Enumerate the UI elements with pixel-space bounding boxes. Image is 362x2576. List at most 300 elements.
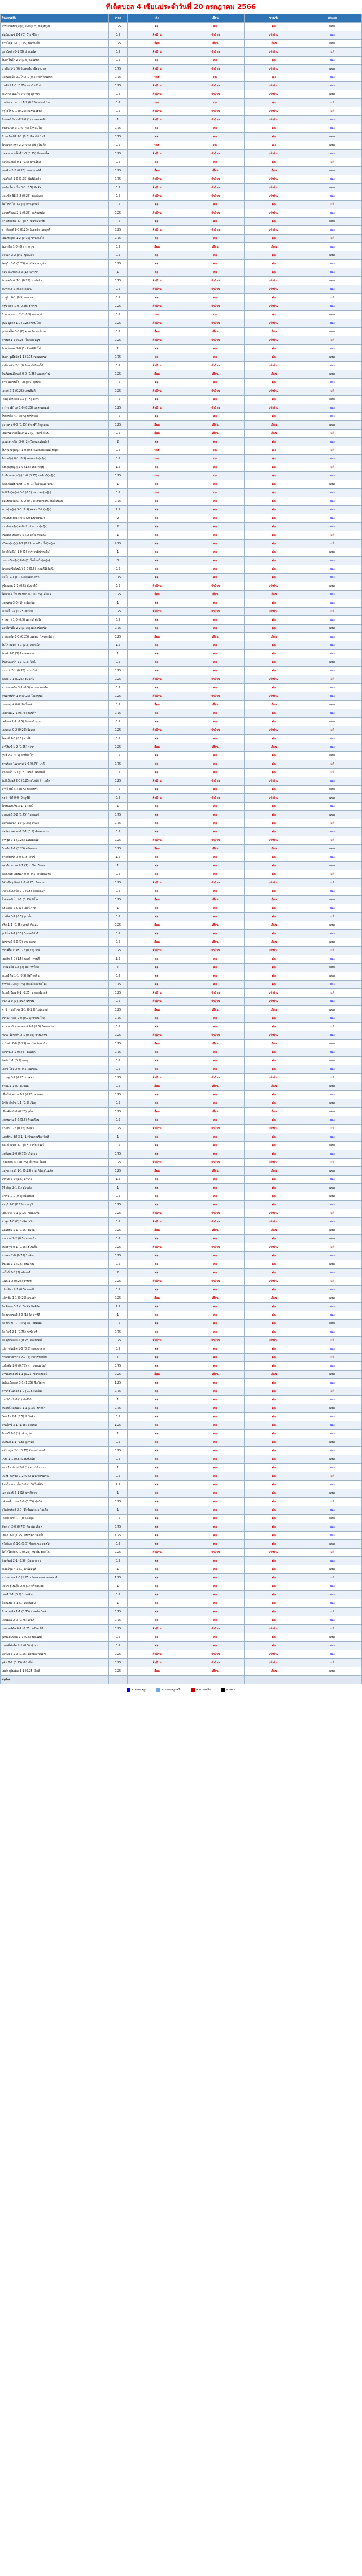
table-row xyxy=(1,218,362,226)
match-cell[interactable]: แนชวิลล์ 1-0 (0.75) มินนิโซต้า xyxy=(1,175,109,184)
price-cell: 0.5 xyxy=(108,430,127,438)
match-cell[interactable]: พานาธิไนกอส 1-0 (0.75) เออีเค xyxy=(1,1387,109,1396)
match-cell[interactable]: เบซิกตัส 2-0 (0.75) ทราบซอนสปอร์ xyxy=(1,1362,109,1371)
price-cell: 0.25 xyxy=(108,1040,127,1048)
tip-cell: ต่อ xyxy=(245,1447,303,1455)
match-cell[interactable]: อินดิเพนเดียนเต้ 0-0 (0.25) เบลกราโน่ xyxy=(1,370,109,379)
result-cell: เสมอ xyxy=(303,353,362,362)
tip-cell: ต่อ xyxy=(186,565,245,574)
match-cell[interactable]: อัล ชาบับ 1-1 (0.5) อัล เอตติฟัค xyxy=(1,1320,109,1328)
price-cell: 0.25 xyxy=(108,1125,127,1133)
price-cell: 2.25 xyxy=(108,540,127,548)
match-cell[interactable]: ครูซ อซูล 1-0 (0.25) ฮัวเรซ xyxy=(1,302,109,311)
match-cell[interactable]: พีเอสวี 2-0 (1) เฟเยนูร์ด xyxy=(1,1430,109,1438)
match-cell[interactable]: โคลอมเบีย(หญิง) 2-0 (0.5) เกาหลีใต้(หญิง) xyxy=(1,565,109,574)
tip-cell: ต่อ xyxy=(186,1362,245,1371)
tip-cell: เจ้าบ้าน xyxy=(127,48,186,57)
match-cell[interactable]: เหอหนาน 2-0 (0.5) ต้าเหลียน xyxy=(1,1116,109,1125)
table-row xyxy=(1,438,362,446)
match-cell[interactable]: นอร์ดแยลแลนด์ 2-1 (0.5) ซิลเคบอร์ก xyxy=(1,828,109,836)
match-cell[interactable]: ชลบุรี 2-0 (0.75) ราชบุรี xyxy=(1,1201,109,1209)
match-cell[interactable]: ท็อตแน่ม 3-1 (1) เวสต์แฮม xyxy=(1,1599,109,1608)
tip-cell: ต่อ xyxy=(245,1057,303,1065)
match-cell[interactable]: โอลิมเปียกอส 3-1 (1.25) พีเอโอเค xyxy=(1,1379,109,1387)
tip-cell: เจ้าบ้าน xyxy=(186,1659,245,1667)
table-row xyxy=(1,913,362,921)
match-cell[interactable]: วาสโก ดา กามา 1-2 (0.25) เซาเปาโล xyxy=(1,99,109,107)
match-cell[interactable]: อาแจ็กซ์ 3-1 (1.25) อาแซด xyxy=(1,1421,109,1430)
table-row xyxy=(1,175,362,184)
tip-cell: เยือน xyxy=(245,633,303,641)
match-cell[interactable]: เซลติก 3-0 (1.5) รอสส์ เคาน์ตี้ xyxy=(1,955,109,964)
table-row xyxy=(1,506,362,514)
match-cell[interactable]: ฮาล์มสตัด 1-3 (0.25) บรอมมาโพจการ์น่า xyxy=(1,633,109,641)
match-cell[interactable]: ยัง บอยส์ 2-0 (1) เซอร์เวตต์ xyxy=(1,904,109,913)
match-cell[interactable]: เกรมิโอ้ 1-0 (0.25) บรากันติโน่ xyxy=(1,82,109,90)
match-cell[interactable]: นครปฐม 1-1 (0.25) ตราด xyxy=(1,1226,109,1235)
match-cell[interactable]: โมนเตร์เรย์ 1-1 (0.75) มาซัตลัน xyxy=(1,277,109,285)
match-cell[interactable]: ราซิ่ง คลับ 2-1 (0.5) ซาร์เมียนโต้ xyxy=(1,362,109,370)
match-cell[interactable]: อุทัยธานี 0-1 (0.25) ยูไนเต็ด xyxy=(1,1243,109,1252)
match-cell[interactable]: แมคอาเธอร์ 1-1 (0.25) เวสเทิร์น ยูไนเต็ด xyxy=(1,1167,109,1176)
match-cell[interactable]: เวลลิงตัน 0-1 (0.25) เซ็นทรัล โคสต์ xyxy=(1,1159,109,1167)
price-cell: 0.5 xyxy=(108,192,127,201)
result-cell: ชนะ xyxy=(303,1430,362,1438)
match-cell[interactable]: โบฮีเมียนส์ 2-0 (0.25) สไลโก้ โรเวอร์ส xyxy=(1,777,109,786)
tip-cell: เจ้าบ้าน xyxy=(186,1074,245,1082)
match-cell[interactable]: ริเวอร์เพลท 2-0 (1) อินสติติวโต้ xyxy=(1,345,109,353)
match-cell[interactable]: เซนต์หลุยส์ 1-2 (0.75) ซานดิเอโก xyxy=(1,235,109,243)
match-cell[interactable]: บาซัคเซเฮียร์ 1-1 (0.25) ซีวาสสปอร์ xyxy=(1,1371,109,1379)
result-cell: ชนะ xyxy=(303,777,362,786)
match-cell[interactable]: ออสติน 2-2 (0.25) แอลเอเอฟซี xyxy=(1,167,109,175)
match-cell[interactable]: แอลเอ แกแล็กซี่ 1-0 (0.25) ซีแอตเติ้ล xyxy=(1,150,109,158)
match-cell[interactable]: เรด สตาร์ 2-1 (1) พาร์ติซาน xyxy=(1,1489,109,1498)
win-swatch-icon xyxy=(127,1688,130,1692)
match-cell[interactable]: โพฮัง 1-1 (0.5) แทกู xyxy=(1,1057,109,1065)
table-row xyxy=(1,99,362,107)
match-cell[interactable]: ซูวอน 1-1 (0) คังวอน xyxy=(1,1082,109,1091)
match-cell[interactable]: วีบอร์ก 1-1 (0.25) ฮวิดอฟเร xyxy=(1,845,109,853)
result-cell: ชนะ xyxy=(303,285,362,294)
result-cell: แพ้ xyxy=(303,1354,362,1362)
match-cell[interactable]: บีจี ปทุม 2-1 (1) สุโขทัย xyxy=(1,1184,109,1192)
result-cell: ชนะ xyxy=(303,1014,362,1023)
match-cell[interactable]: โบโด กลิมท์ 4-1 (1.5) สตาเบ็ค xyxy=(1,641,109,650)
tip-cell: ต่อ xyxy=(186,1404,245,1413)
tip-cell: ต่อ xyxy=(127,1057,186,1065)
match-cell[interactable]: เชลซี 2-1 (0.5) ไบรท์ตัน xyxy=(1,1591,109,1599)
tip-cell: ต่อ xyxy=(186,1574,245,1582)
match-cell[interactable]: โลซานน์ 0-0 (0) ยาง-ฮลาด xyxy=(1,938,109,947)
match-cell[interactable]: ฉางชุน 1-2 (0.25) ชิงเต่า xyxy=(1,1125,109,1133)
match-cell[interactable]: แมนฯ ยูไนเต็ด 2-0 (1) วีเร็กซ์แฮม xyxy=(1,1582,109,1591)
tip-cell: ต่อ xyxy=(127,1591,186,1599)
match-cell[interactable]: สตวร์ม กราซ 2-1 (1) ราปิด เวียนนา xyxy=(1,862,109,870)
match-cell[interactable]: จีน(หญิง) 0-1 (0.5) เดนมาร์ก(หญิง) xyxy=(1,455,109,463)
tip-cell: เยือน xyxy=(245,370,303,379)
match-cell[interactable]: นาโงย่า 0-0 (0.25) เซเรโซ โอซาก้า xyxy=(1,1040,109,1048)
tip-cell: เยือน xyxy=(245,591,303,599)
match-cell[interactable]: เปอร์เซโปลิส 1-0 (0.5) เอสเตกลาล xyxy=(1,1345,109,1354)
match-cell[interactable]: ท่าเรือ 1-1 (0.5) เมืองทอง xyxy=(1,1192,109,1201)
match-cell[interactable]: อังกฤษ(หญิง) 1-0 (1.5) เฮติ(หญิง) xyxy=(1,463,109,472)
match-cell[interactable]: เรนเจอร์ส 2-1 (1) คิลมาร์น็อค xyxy=(1,964,109,972)
match-cell[interactable]: มัลโม่ 2-1 (0.75) เอลฟ์สบอร์ก xyxy=(1,574,109,582)
match-cell[interactable]: นิวซีแลนด์(หญิง) 1-0 (0.25) นอร์เวย์(หญิง) xyxy=(1,472,109,480)
table-row xyxy=(1,1413,362,1421)
match-cell[interactable]: อัล ฮิลาล 3-1 (1.5) อัล อิตติฮัด xyxy=(1,1303,109,1311)
match-cell[interactable]: ฮิเบอร์เนียน 0-1 (0.25) มาเธอร์เวลล์ xyxy=(1,989,109,998)
match-cell[interactable]: เอฟซีเอสบี 1-1 (0.5) คลูจ xyxy=(1,1515,109,1523)
match-cell[interactable]: อเมริกา มิเนโร่ 0-0 (0) คูยาบา xyxy=(1,90,109,99)
match-cell[interactable]: แคนซัส ซิตี้ 3-2 (0.25) ซอลท์เลค xyxy=(1,192,109,201)
price-cell: 0.5 xyxy=(108,489,127,497)
match-cell[interactable]: สเปน(หญิง) 3-0 (2.5) คอสตาริก้า(หญิง) xyxy=(1,506,109,514)
table-row xyxy=(1,446,362,455)
match-cell[interactable]: บาเอีย 1-1 (0) อินเตอร์นาซิอองนาล xyxy=(1,65,109,73)
match-cell[interactable]: ซาลซ์บวร์ก 3-0 (1.5) ลินซ์ xyxy=(1,853,109,862)
price-cell: 0.75 xyxy=(108,1447,127,1455)
match-cell[interactable]: กราสฮ็อปเปอร์ 1-2 (0.25) ยังส์ xyxy=(1,947,109,955)
match-cell[interactable]: อัล นาสเซอร์ 2-0 (1) อัล อาห์ลี xyxy=(1,1311,109,1320)
price-cell: 0.75 xyxy=(108,353,127,362)
result-cell: แพ้ xyxy=(303,836,362,845)
match-cell[interactable]: ชามร็อค โรเวอร์ส 1-0 (0.75) บาลี่ xyxy=(1,760,109,769)
result-cell: เสมอ xyxy=(303,1226,362,1235)
match-cell[interactable]: คลับ บรูช 2-1 (0.75) อันเดอร์เลชท์ xyxy=(1,1447,109,1455)
match-cell[interactable]: โคเปนเฮเก้น 3-1 (1) ลิงบี้ xyxy=(1,803,109,811)
tip-cell: ต่อ xyxy=(186,819,245,828)
match-cell[interactable]: สลาเวีย ปราก 2-0 (1) สปาร์ต้า ปราก xyxy=(1,1464,109,1472)
match-cell[interactable]: บีดับเบิ้ลยู ลินซ์ 1-2 (0.25) อัลทาช xyxy=(1,879,109,887)
match-cell[interactable]: ดันดอล์ก 0-1 (0.5) เซนต์ แพทริคส์ xyxy=(1,769,109,777)
match-cell[interactable]: ลูตัน 0-2 (0.25) เบิร์นลี่ย์ xyxy=(1,1659,109,1667)
tip-cell: เจ้าบ้าน xyxy=(245,1209,303,1218)
match-cell[interactable]: ซาน ลอเรนโซ่ 1-0 (0.5) ยูเนียน xyxy=(1,379,109,387)
match-cell[interactable]: ฝรั่งเศส(หญิง) 0-0 (1) จาไมก้า(หญิง) xyxy=(1,531,109,540)
tip-cell: เจ้าบ้าน xyxy=(245,794,303,803)
match-cell[interactable]: คอร์ก ซิตี้ 0-0 (0) ยูซีดี xyxy=(1,794,109,803)
match-cell[interactable]: เมลเบิร์น ซิตี้ 3-1 (1) นิวคาสเซิล เจ็ตส์ xyxy=(1,1133,109,1142)
match-cell[interactable]: ทเวนเต้ 1-1 (0.5) อูเทรคต์ xyxy=(1,1438,109,1447)
match-cell[interactable]: ชัคตาร์ 2-0 (0.75) ดินาโม เคียฟ xyxy=(1,1523,109,1532)
match-cell[interactable]: ลูเซิร์น 2-1 (0.5) วินเทอร์ทัวร์ xyxy=(1,930,109,938)
tip-cell: เจ้าบ้าน xyxy=(245,362,303,370)
match-cell[interactable]: ไอเอฟเค โกเธนเบิร์ก 0-1 (0.25) เอไอเค xyxy=(1,591,109,599)
tip-cell: ต่อ xyxy=(245,251,303,260)
match-cell[interactable]: ลาเนส 1-2 (0.25) โกดอย ครูซ xyxy=(1,336,109,345)
match-cell[interactable]: พอร์ตแลนด์ 0-1 (0.5) ซานโฮเซ่ xyxy=(1,158,109,167)
match-cell[interactable]: ฮุสตัน ไดนาโม 0-0 (0.5) ดัลลัส xyxy=(1,184,109,192)
match-cell[interactable]: ฮานอย 2-0 (0.75) ไฮฟอง xyxy=(1,1252,109,1260)
match-cell[interactable]: โมเรเลีย 1-0 (0) เวราครูซ xyxy=(1,243,109,251)
match-cell[interactable]: เลเกีย วอร์ซอ 1-2 (0.5) เลค พอซนาน xyxy=(1,1472,109,1481)
tip-cell: เจ้าบ้าน xyxy=(186,192,245,201)
match-cell[interactable]: คาชิว่า เรย์โซล 1-1 (0.25) โยโกฮาม่า xyxy=(1,1006,109,1014)
match-cell[interactable]: แอดิเลด 2-0 (0.75) บริสเบน xyxy=(1,1150,109,1159)
price-cell: 1 xyxy=(108,599,127,608)
tip-cell: เยือน xyxy=(245,938,303,947)
match-cell[interactable]: โลโคโมทีฟ 0-1 (0.25) ดินาโม มอสโก xyxy=(1,1549,109,1557)
match-cell[interactable]: บราซิล(หญิง) 4-0 (2) ปานามา(หญิง) xyxy=(1,523,109,531)
match-cell[interactable]: ซาร์ปสบอร์ก 3-1 (0.5) ซานเดฟยอร์ด xyxy=(1,684,109,692)
match-cell[interactable]: อาร์ฮุส 0-1 (0.25) แรนเดอร์ส xyxy=(1,836,109,845)
result-cell: ชนะ xyxy=(303,1506,362,1515)
tip-cell: ต่อ xyxy=(245,870,303,879)
match-cell[interactable]: กูปส์ 2-2 (0.5) อาห์ซีแบ็ก xyxy=(1,752,109,760)
tip-cell: ต่อ xyxy=(127,1150,186,1159)
match-cell[interactable]: คลับ อเมริกา 2-0 (1) เนกาซา xyxy=(1,268,109,277)
table-row xyxy=(1,463,362,472)
match-cell[interactable]: ดินาโม ซาเกร็บ 3-0 (1.5) ไฮจ์ดุ๊ค xyxy=(1,1481,109,1489)
tip-cell: เจ้าบ้าน xyxy=(127,836,186,845)
match-cell[interactable]: บูอาวิสต้า 0-1 (0) ปาลเมรัส xyxy=(1,48,109,57)
match-cell[interactable]: ไซ่ง่อน 1-1 (0.5) บินห์ดิงห์ xyxy=(1,1260,109,1269)
match-cell[interactable]: ยะโฮร์ 3-0 (2) สลังงอร์ xyxy=(1,1269,109,1277)
price-cell: 0.25 xyxy=(108,226,127,235)
match-cell[interactable]: นอร์โคปปิ้ง 2-2 (0.75) เดเกอร์ฟอร์ส xyxy=(1,625,109,633)
match-cell[interactable]: มารีฮัมน์ 1-2 (0.25) วาซา xyxy=(1,743,109,752)
match-cell[interactable]: อินเตอร์ ไมอามี่ 2-0 (1) แอตแลนต้า xyxy=(1,116,109,124)
match-cell[interactable]: สวีเดน(หญิง) 2-1 (2.25) แอฟริกาใต้(หญิง) xyxy=(1,540,109,548)
match-cell[interactable]: เอฟซี โซล 2-0 (0.5) อินชอน xyxy=(1,1065,109,1074)
tip-cell: ต่อ xyxy=(186,658,245,667)
tip-cell: เจ้าบ้าน xyxy=(245,1650,303,1659)
match-cell[interactable]: อุราวะ เรดส์ 2-0 (0.75) ซางัน โทสุ xyxy=(1,1014,109,1023)
match-cell[interactable]: ฟลูมิเนนเซ่ 2-1 (0) บีไอ ซีริอา xyxy=(1,31,109,40)
table-row xyxy=(1,1260,362,1269)
match-cell[interactable]: ยูร์กาเดน 1-1 (0.5) ฮัมมาร์บี้ xyxy=(1,582,109,591)
match-cell[interactable]: คาลมาร์ 1-0 (0.5) เดเกอร์ฟอร์ส xyxy=(1,616,109,625)
match-cell[interactable]: เลสเตอร์ 2-0 (0.75) เลนส์ xyxy=(1,1616,109,1625)
match-cell[interactable]: บอร์นมัธ 1-0 (0.25) คริสตัล พาเลซ xyxy=(1,1650,109,1659)
tip-cell: ต่อ xyxy=(127,769,186,777)
price-cell: 0.75 xyxy=(108,1252,127,1260)
price-cell: 0.5 xyxy=(108,913,127,921)
match-cell[interactable]: เซนิต 3-1 (1.25) สปาร์ตัก มอสโก xyxy=(1,1532,109,1540)
tip-cell: ต่อ xyxy=(245,1591,303,1599)
match-cell[interactable]: ชาร์ล็อตต์ 2-0 (0.25) นิวยอร์ก เรดบูลส์ xyxy=(1,226,109,235)
match-cell[interactable]: อาร์เจนติน่า(หญิง) 0-0 (1.5) ชิลี(หญิง) xyxy=(1,23,109,31)
match-cell[interactable]: เกงค์ 1-1 (0.5) แอนท์เวิร์ป xyxy=(1,1455,109,1464)
match-cell[interactable]: นิวยอร์ก ซิตี้ 1-1 (0.5) ชิคาโก้ ไฟร์ xyxy=(1,133,109,141)
match-cell[interactable]: โรซาริโอ 3-1 (0.5) บาร์ราคัส xyxy=(1,413,109,421)
match-cell[interactable]: เวเลซ 0-1 (0.25) บานฟิลด์ xyxy=(1,387,109,396)
price-cell: 0.5 xyxy=(108,311,127,319)
match-cell[interactable]: ลิเวอร์พูล 4-3 (1) คาร์ลสรูห์ xyxy=(1,1565,109,1574)
tip-cell: เจ้าบ้าน xyxy=(245,1549,303,1557)
match-cell[interactable]: ออสเตรีย เวียนนา 0-0 (0.5) ฮาร์ทแบร์ก xyxy=(1,870,109,879)
match-cell[interactable]: ซูริค 1-1 (0.25) เซนต์ กัลเลน xyxy=(1,921,109,930)
match-cell[interactable]: เปอร์ซิจา 2-1 (0.5) บาหลี xyxy=(1,1286,109,1294)
match-cell[interactable]: ดาร์รี่ ซิตี้ 1-1 (0.5) ชอลเบิร์น xyxy=(1,786,109,794)
match-cell[interactable]: โรสต็อฟ 2-1 (0.5) รูบิน คาซาน xyxy=(1,1557,109,1565)
match-cell[interactable]: เคพีเอส 1-1 (0.5) อินเตอร์ ตุรกุ xyxy=(1,718,109,726)
match-cell[interactable]: ลำพูน 1-0 (0) โปลิศ เทโร xyxy=(1,1218,109,1226)
price-cell: 1 xyxy=(108,1565,127,1574)
match-cell[interactable]: ไฮจะฮ์ 1-0 (0.5) ลาห์ติ xyxy=(1,735,109,743)
match-cell[interactable]: กัมบะ โอซาก้า 2-1 (0.25) ซานเฟรซ xyxy=(1,1031,109,1040)
tip-cell: เยือน xyxy=(127,1040,186,1048)
table-row xyxy=(1,1625,362,1633)
match-cell[interactable]: ฮูราแคน 0-0 (0.25) อัตเลติโก้ ตูกูมาน xyxy=(1,421,109,430)
match-cell[interactable]: ครัสโนดาร์ 1-1 (0.5) ซีเอสเคเอ มอสโก xyxy=(1,1540,109,1549)
match-cell[interactable]: เอชเจเค 2-1 (0.75) ฮอนก้า xyxy=(1,709,109,718)
total-cell xyxy=(303,1676,362,1684)
match-cell[interactable]: เอฟเวอร์ตัน 0-1 (0.25) สต๊อค ซิตี้ xyxy=(1,1625,109,1633)
match-cell[interactable]: อิตาลี(หญิง) 1-0 (1) อาร์เจนติน่า(หญิง) xyxy=(1,548,109,557)
match-cell[interactable]: นิวคาสเซิล 1-1 (0.75) แอสตัน วิลล่า xyxy=(1,1608,109,1616)
match-cell[interactable]: ซานโตส 1-1 (0.25) ฟลามิงโก้ xyxy=(1,40,109,48)
tip-cell: เจ้าบ้าน xyxy=(186,362,245,370)
match-cell[interactable]: ซินซินเนติ 3-1 (0.75) โตรอนโต้ xyxy=(1,124,109,133)
match-cell[interactable]: อัล ดูฮาอิล 0-1 (0.25) อัล ซาดด์ xyxy=(1,1337,109,1345)
table-row xyxy=(1,1192,362,1201)
match-cell[interactable]: เบรนท์ฟอร์ด 2-1 (0.5) ฟูแล่ม xyxy=(1,1642,109,1650)
match-cell[interactable]: โรเซนบอร์ก 1-1 (0.5) ไวกิ้ง xyxy=(1,658,109,667)
match-cell[interactable]: เชฟฯ ยูไนเต็ด 1-1 (0.25) ลีดส์ xyxy=(1,1667,109,1676)
match-cell[interactable]: ฮาร์ทส 2-0 (0.75) เซนต์ จอห์นสโตน xyxy=(1,981,109,989)
tip-cell: ต่อ xyxy=(245,972,303,981)
match-cell[interactable]: กัวดาลาฮาร่า 2-2 (0.5) เกเรตาโร่ xyxy=(1,311,109,319)
match-cell[interactable]: โคโลราโด 0-2 (0) แวนคูเวอร์ xyxy=(1,201,109,209)
match-cell[interactable]: โวล์ฟสเบิร์ก 1-1 (0.25) ทิโรล xyxy=(1,896,109,904)
price-cell: 1.5 xyxy=(108,463,127,472)
match-cell[interactable]: โปรตุเกส(หญิง) 1-0 (0.5) เนเธอร์แลนด์(หญิง) xyxy=(1,446,109,455)
match-cell[interactable]: อาร์เจนติโนส 1-0 (0.25) แพลตเทนเซ่ xyxy=(1,404,109,413)
tip-cell: เยือน xyxy=(127,845,186,853)
match-cell[interactable]: โตลูก้า 3-1 (0.75) ซานโตส ลากูน่า xyxy=(1,260,109,268)
match-cell[interactable]: วิตอเรีย 2-1 (0.5) บัววิสต้า xyxy=(1,1413,109,1421)
match-cell[interactable]: ออสเตรเลีย(หญิง) 1-0 (1) ไอร์แลนด์(หญิง) xyxy=(1,480,109,489)
match-cell[interactable]: บุรีรัมย์ 3-0 (1.5) ลำปาง xyxy=(1,1176,109,1184)
page-title: ทีเด็ดบอล 4 เซียนประจำวันที่ 20 กรกฎาคม 2566 xyxy=(106,3,256,11)
match-cell[interactable]: เปอร์ซิบ 1-1 (0.25) อาเรม่า xyxy=(1,1294,109,1303)
match-cell[interactable]: สปอร์ติ้ง ลิสบอน 1-1 (0.75) บราก้า xyxy=(1,1404,109,1413)
match-cell[interactable]: ติเกรส 2-1 (0.5) เลออน xyxy=(1,285,109,294)
match-cell[interactable]: เยอรมนี(หญิง) 6-0 (3) โมร็อกโก(หญิง) xyxy=(1,557,109,565)
match-cell[interactable]: แฮคเค่น 3-0 (1) วาร์นาโม xyxy=(1,599,109,608)
tip-cell: ต่อ xyxy=(245,57,303,65)
match-cell[interactable]: โบคา จูเนียร์ส 1-1 (0.75) ทาลเยเรส xyxy=(1,353,109,362)
price-cell: 0.75 xyxy=(108,1404,127,1413)
table-row xyxy=(1,819,362,828)
match-cell[interactable]: อเบอร์ดีน 1-1 (0.5) ลิฟวิงสตัน xyxy=(1,972,109,981)
result-cell: ชนะ xyxy=(303,362,362,370)
tip-cell: ต่อ xyxy=(245,1599,303,1608)
match-cell[interactable]: ครูไซโร่ 0-1 (0.25) คอรินเธียนส์ xyxy=(1,107,109,116)
match-cell[interactable]: กวางจู 0-1 (0.25) แทจอน xyxy=(1,1074,109,1082)
tip-cell: เจ้าบ้าน xyxy=(127,1243,186,1252)
match-cell[interactable]: ออดด์ 0-1 (0.25) ฮัม คาม xyxy=(1,675,109,684)
match-cell[interactable]: ลูโดโกเร็ตส์ 2-0 (1) ซีเอสเคเอ โซเฟีย xyxy=(1,1506,109,1515)
match-cell[interactable]: เชียงราย 0-1 (0.25) ขอนแก่น xyxy=(1,1209,109,1218)
tip-cell: เยือน xyxy=(186,845,245,853)
match-cell[interactable]: อุลซาน 2-1 (0.75) ชอนบุก xyxy=(1,1048,109,1057)
match-cell[interactable]: ปักกิ่ง กั๋วอัน 1-1 (0.5) เฉิงตู xyxy=(1,1099,109,1108)
tip-cell: ต่อ xyxy=(186,616,245,625)
match-cell[interactable]: บาเซิ่ล 0-1 (0.5) ลูกาโน่ xyxy=(1,913,109,921)
match-cell[interactable]: ยูเอสเอ(หญิง) 3-0 (2) เวียดนาม(หญิง) xyxy=(1,438,109,446)
tip-cell: เจ้าบ้าน xyxy=(245,1125,303,1133)
match-cell[interactable]: ปาชูก้า 0-1 (0.5) อตลาส xyxy=(1,294,109,302)
match-cell[interactable]: ฟิลิปปินส์(หญิง) 0-2 (0.75) สวิตเซอร์แลนด์(หญิง) xyxy=(1,497,109,506)
match-cell[interactable]: ไนจีเรีย(หญิง) 0-0 (0.5) แคนาดา(หญิง) xyxy=(1,489,109,497)
result-cell: ชนะ xyxy=(303,1252,362,1260)
match-cell[interactable]: โบตาโฟโก 2-0 (0.5) กอริตีบา xyxy=(1,57,109,65)
match-cell[interactable]: เบนฟิก้า 2-0 (1) ปอร์โต้ xyxy=(1,1396,109,1404)
tip-cell: ต่อ xyxy=(245,1540,303,1549)
match-cell[interactable]: เซนทรัล กอร์โดบา 1-2 (0) เชลซี่ วีเมน xyxy=(1,430,109,438)
match-cell[interactable]: ยูนัม ปูมาส 1-0 (0.25) ซานโตส xyxy=(1,319,109,328)
tip-cell: เจ้าบ้าน xyxy=(127,692,186,701)
match-cell[interactable]: ดันดี 1-0 (0) เซนต์ มิร์เรน xyxy=(1,998,109,1006)
tip-cell: ต่อ xyxy=(245,523,303,531)
match-cell[interactable]: โมลด์ 2-0 (1) ลิลเลสตรอม xyxy=(1,650,109,658)
match-cell[interactable]: ประจวบ 2-2 (0.5) หนองบัว xyxy=(1,1235,109,1243)
table-row xyxy=(1,1667,362,1676)
tip-cell: ต่อ xyxy=(245,1354,303,1362)
match-cell[interactable]: ซิดนีย์ เอฟซี 1-1 (0.5) เพิร์ธ กลอรี่ xyxy=(1,1142,109,1150)
match-cell[interactable]: เฟเรนซ์วารอส 1-0 (0.75) ปุสกัส xyxy=(1,1498,109,1506)
match-cell[interactable]: ทีจัวน่า 2-2 (0.5) ปูเอบล่า xyxy=(1,251,109,260)
match-cell[interactable]: เทียนจิน 0-0 (0.25) อู่ฮั่น xyxy=(1,1108,109,1116)
match-cell[interactable]: เฮาเกซุนด์ 0-0 (0) โอลด์ xyxy=(1,701,109,709)
match-cell[interactable]: เซี่ยงไฮ้ พอร์ท 2-1 (0.75) ชานตง xyxy=(1,1091,109,1099)
match-cell[interactable]: เอสเจเค 0-2 (0.25) อิลเวส xyxy=(1,726,109,735)
result-cell: ชนะ xyxy=(303,1421,362,1430)
tip-cell: ต่อ xyxy=(245,1523,303,1532)
price-cell: 0.5 xyxy=(108,786,127,794)
match-cell[interactable]: เคลาเก้นเฟิร์ต 2-0 (0.5) ลุสเตอเนา xyxy=(1,887,109,896)
match-cell[interactable]: มิดทิลแลนด์ 1-0 (0.75) เวเบิล xyxy=(1,819,109,828)
result-cell: เสมอ xyxy=(303,1667,362,1676)
match-cell[interactable]: บรอนด์บี้ 2-2 (0.75) โอเดนเซ่ xyxy=(1,811,109,819)
tip-cell: ต่อ xyxy=(186,1116,245,1125)
match-cell[interactable]: แซมเบีย(หญิง) 0-5 (2) ญี่ปุ่น(หญิง) xyxy=(1,514,109,523)
tip-cell: ต่อ xyxy=(245,1396,303,1404)
match-cell[interactable]: อาร์เซนอล 1-0 (1.25) เอ็มแอลเอส ออลสตาร์ xyxy=(1,1574,109,1582)
match-cell[interactable]: มอนทรีออล 2-1 (0.25) ออร์แลนโด xyxy=(1,209,109,218)
match-cell[interactable]: มเยลบี้ 0-2 (0.25) ซิเรียส xyxy=(1,608,109,616)
match-cell[interactable]: กาลาตาซาราย 2-2 (1) เฟเนร์บาห์เช่ xyxy=(1,1354,109,1362)
match-cell[interactable]: เอสตูเดียนเตส 2-2 (0.5) ติเกร xyxy=(1,396,109,404)
match-cell[interactable]: คาวาซากิ ฟรอนตาเล่ 1-2 (0.5) วิสเซล โกเบ xyxy=(1,1023,109,1031)
result-cell: ชนะ xyxy=(303,1116,362,1125)
tip-cell: ต่อ xyxy=(186,1582,245,1591)
match-cell[interactable]: ยูแอนด์ไอ 0-0 (0) อาเซนัล ซาร์ราด xyxy=(1,328,109,336)
tip-cell: ต่อ xyxy=(127,463,186,472)
result-cell: เสมอ xyxy=(303,1099,362,1108)
tip-cell: เยือน xyxy=(245,701,303,709)
result-cell: เสมอ xyxy=(303,794,362,803)
match-cell[interactable]: เปรัก 1-2 (0.25) ซาบาห์ xyxy=(1,1277,109,1286)
match-cell[interactable]: แอตเลติโก้ มิเนโร่ 2-1 (0.5) ฟอร์ตาเลซ่า xyxy=(1,73,109,82)
table-row xyxy=(1,1506,362,1515)
tip-cell: ต่อ xyxy=(186,599,245,608)
table-row xyxy=(1,107,362,116)
match-cell[interactable]: วาเลเรนก้า 1-0 (0.25) โอเล่ซุนด์ xyxy=(1,692,109,701)
match-cell[interactable]: วูล์ฟแฮมป์ตัน 1-1 (0.5) ฟอเรสต์ xyxy=(1,1633,109,1642)
table-row xyxy=(1,1294,362,1303)
tip-cell: ต่อ xyxy=(245,158,303,167)
match-cell[interactable]: โคลัมบัส ครูว์ 2-2 (0.5) ดีซี ยูไนเต็ด xyxy=(1,141,109,150)
match-cell[interactable]: บรานน์ 2-1 (0.75) ทรอมโซ่ xyxy=(1,667,109,675)
match-cell[interactable]: นิว อิงแลนด์ 1-1 (0.5) ฟิลาเดลเฟีย xyxy=(1,218,109,226)
price-cell: 0.5 xyxy=(108,1515,127,1523)
match-cell[interactable]: อัล ไอน์ 2-1 (0.75) ชาร์จาห์ xyxy=(1,1328,109,1337)
